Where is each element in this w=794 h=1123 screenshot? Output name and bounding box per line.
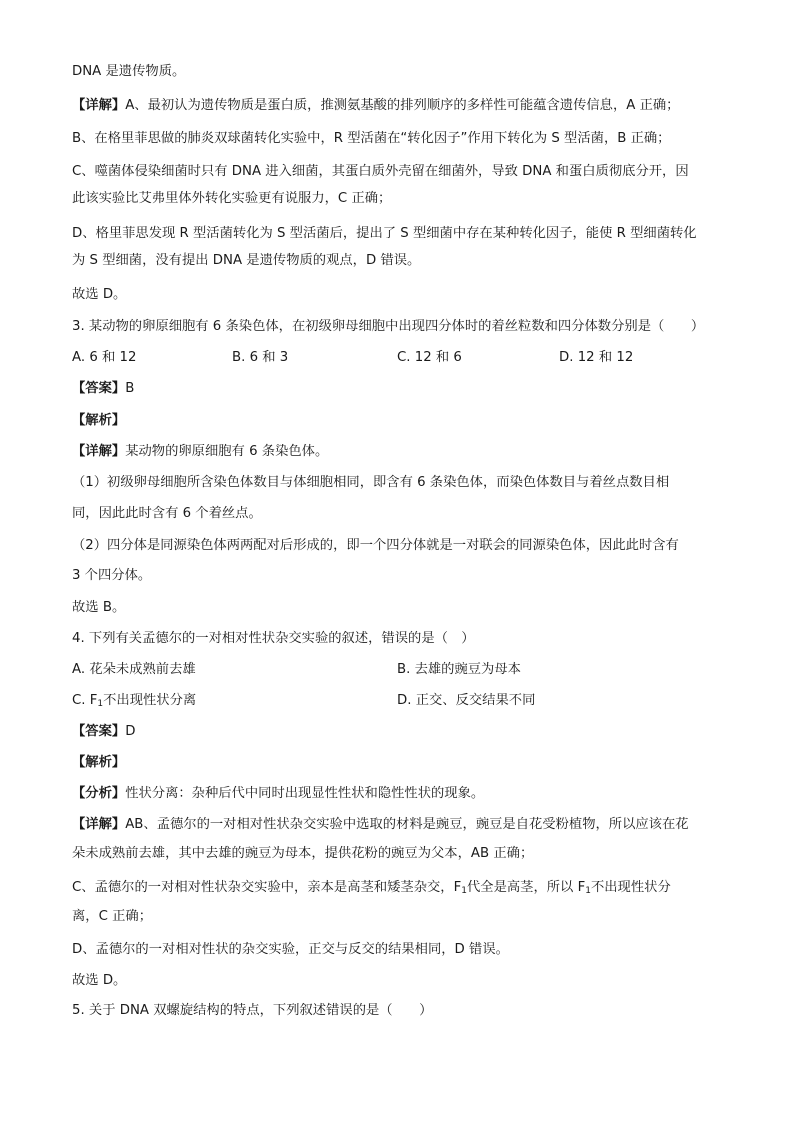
- option-b: B. 6 和 3: [232, 350, 289, 365]
- text-line: [72, 878, 671, 901]
- question-4: 4. 下列有关孟德尔的一对相对性状杂交实验的叙述，错误的是（ ）: [72, 631, 475, 646]
- analysis-paragraph: [72, 784, 484, 804]
- question-5: 5. 关于 DNA 双螺旋结构的特点，下列叙述错误的是（ ）: [72, 1003, 433, 1018]
- answer-value: B: [125, 381, 135, 396]
- analysis-text: 性状分离：杂种后代中同时出现显性性状和隐性性状的现象。: [125, 786, 485, 801]
- detail-paragraph: [72, 96, 679, 116]
- text-line: 3 个四分体。: [72, 568, 152, 583]
- analysis-sub-tag: 【分析】: [72, 786, 126, 801]
- detail-paragraph: [72, 442, 328, 462]
- subscript: 1: [97, 699, 104, 709]
- text-line: D、格里菲思发现 R 型活菌转化为 S 型活菌后，提出了 S 型细菌中存在某种转化因子，能使 R 型细菌转化: [72, 226, 697, 241]
- question-3: 3. 某动物的卵原细胞有 6 条染色体，在初级卵母细胞中出现四分体时的着丝粒数和四分体数分别是（ ）: [72, 319, 705, 334]
- text-line: DNA 是遗传物质。: [72, 64, 186, 79]
- subscript: 1: [461, 886, 467, 896]
- text-line: B、在格里菲思做的肺炎双球菌转化实验中，R 型活菌在“转化因子”作用下转化为 S 型活菌，B 正确；: [72, 131, 671, 146]
- text-line: 同，因此此时含有 6 个着丝点。: [72, 506, 262, 521]
- text-line: 为 S 型细菌，没有提出 DNA 是遗传物质的观点，D 错误。: [72, 253, 421, 268]
- detail-text: A、最初认为遗传物质是蛋白质，推测氨基酸的排列顺序的多样性可能蕴含遗传信息，A 正确；: [125, 98, 680, 113]
- answer-line: [72, 379, 134, 399]
- answer-line: [72, 722, 135, 742]
- option-d: D. 12 和 12: [559, 350, 634, 365]
- option-c-text: 不出现性状分离: [103, 693, 197, 708]
- select-line: 故选 D。: [72, 287, 127, 302]
- detail-tag: 【详解】: [72, 98, 126, 113]
- option-c: C. 12 和 6: [397, 350, 462, 365]
- text-line: （2）四分体是同源染色体两两配对后形成的，即一个四分体就是一对联会的同源染色体，因此此时含有: [72, 538, 679, 553]
- option-a: A. 花朵未成熟前去雄: [72, 662, 196, 677]
- option-c: [72, 691, 196, 714]
- option-b: B. 去雄的豌豆为母本: [397, 662, 521, 677]
- detail-tag: 【详解】: [72, 444, 126, 459]
- text-line: D、孟德尔的一对相对性状的杂交实验，正交与反交的结果相同，D 错误。: [72, 942, 509, 957]
- select-line: 故选 D。: [72, 973, 127, 988]
- option-c-prefix: C. F: [72, 693, 98, 708]
- text-segment: 不出现性状分: [590, 880, 671, 895]
- detail-tag: 【详解】: [72, 817, 126, 832]
- text-line: C、噬菌体侵染细菌时只有 DNA 进入细菌，其蛋白质外壳留在细菌外，导致 DNA 和蛋白质彻底分开，因: [72, 164, 689, 179]
- detail-text: 某动物的卵原细胞有 6 条染色体。: [125, 444, 329, 459]
- analysis-tag: 【解析】: [72, 755, 126, 770]
- detail-text: AB、孟德尔的一对相对性状杂交实验中选取的材料是豌豆，豌豆是自花受粉植物，所以应该在花: [125, 817, 689, 832]
- answer-tag: 【答案】: [72, 724, 126, 739]
- analysis-tag: 【解析】: [72, 413, 126, 428]
- text-line: 离，C 正确；: [72, 909, 152, 924]
- text-line: 朵未成熟前去雄，其中去雄的豌豆为母本，提供花粉的豌豆为父本，AB 正确；: [72, 846, 534, 861]
- answer-tag: 【答案】: [72, 381, 126, 396]
- text-segment: C、孟德尔的一对相对性状杂交实验中，亲本是高茎和矮茎杂交，F: [72, 880, 462, 895]
- select-line: 故选 B。: [72, 600, 126, 615]
- answer-value: D: [125, 724, 136, 739]
- text-line: 此该实验比艾弗里体外转化实验更有说服力，C 正确；: [72, 191, 392, 206]
- detail-paragraph: [72, 815, 689, 835]
- text-line: （1）初级卵母细胞所含染色体数目与体细胞相同，即含有 6 条染色体，而染色体数目与着丝点数目相: [72, 475, 670, 490]
- option-a: A. 6 和 12: [72, 350, 137, 365]
- subscript: 1: [585, 886, 591, 896]
- option-d: D. 正交、反交结果不同: [397, 693, 536, 708]
- text-segment: 代全是高茎，所以 F: [466, 880, 586, 895]
